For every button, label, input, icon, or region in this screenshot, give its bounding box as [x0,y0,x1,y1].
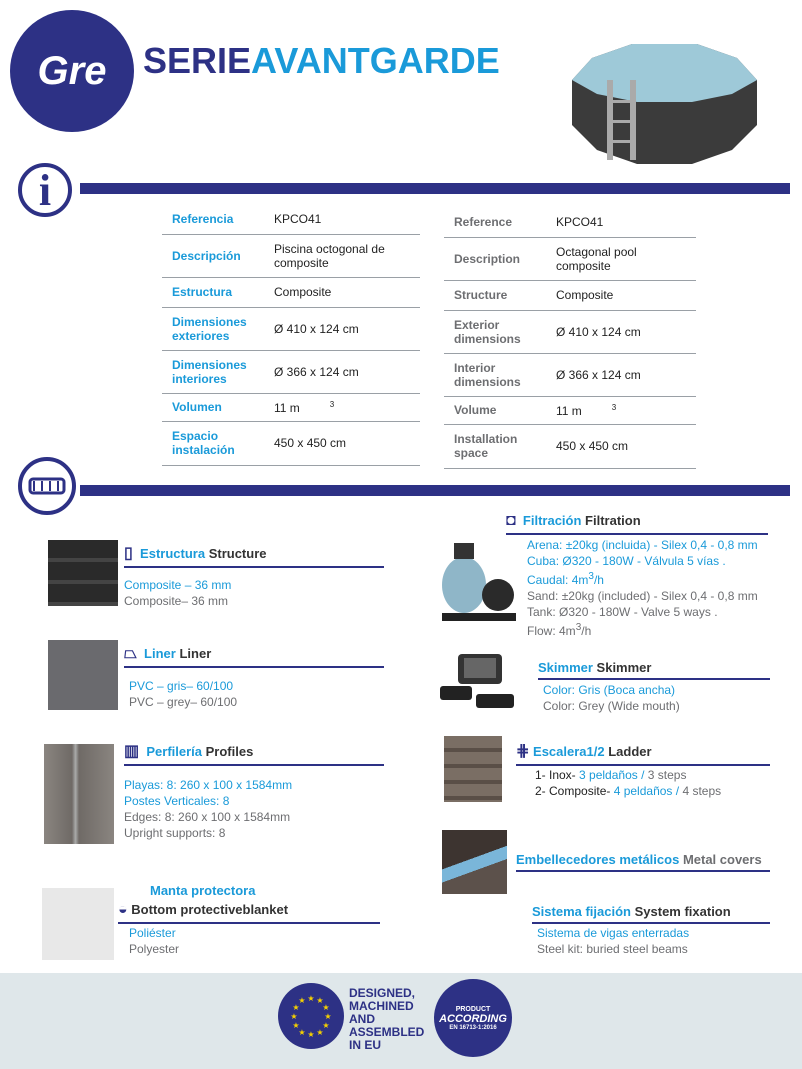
spec-value-text: Ø 410 x 124 cm [556,324,641,339]
section-divider-2 [80,485,790,496]
fixation-line2: Steel kit: buried steel beams [537,942,688,956]
structure-text [124,577,231,609]
liner-title-es: Liner [144,646,176,661]
profiles-image [44,744,114,844]
spec-label: Estructura [162,277,264,307]
profiles-header [124,741,384,766]
spec-value-text: 11 m [556,403,582,418]
filtration-line1: Arena: ±20kg (incluida) - Silex 0,4 - 0,8 mm [527,538,758,552]
liner-line2: PVC – grey– 60/100 [129,695,238,709]
logo-text: Gre [37,48,107,93]
fixation-header [532,904,770,924]
ladder-image [444,736,502,802]
spec-value-text: Octagonal pool composite [556,244,637,273]
spec-label: Descripción [162,234,264,277]
title-part2: AVANTGARDE [251,40,500,81]
filter-image [436,535,522,625]
badge-mid: ACCORDING [439,1012,507,1025]
liner-image [48,640,118,710]
svg-text:★: ★ [307,994,315,1003]
structure-image [48,540,118,606]
skimmer-header [538,660,770,680]
spec-value [264,393,420,421]
spec-label: Interior dimensions [444,353,546,396]
filtration-icon: ◘ [506,512,516,529]
fixation-title-es: Sistema fijación [532,904,631,919]
ladder-line2 [535,783,721,799]
liner-header [124,645,384,668]
liner-title-en: Liner [179,646,212,661]
spec-label: Exterior dimensions [444,310,546,353]
spec-value [546,353,696,396]
pool-icon [18,457,76,515]
spec-value [264,307,420,350]
structure-icon: ▯ [124,545,133,562]
ladder-text [535,767,721,799]
filtration-line6-b: /h [581,624,592,638]
ladder-line2-b: 4 peldaños / [613,784,680,798]
pool-image [562,40,767,170]
spec-value-text: Ø 366 x 124 cm [556,367,641,382]
spec-value [546,310,696,353]
skimmer-title-en: Skimmer [596,660,652,675]
blanket-header [118,901,380,924]
eu-line5: IN EU [349,1038,382,1052]
spec-row [444,396,696,424]
filtration-line3 [527,569,758,588]
spec-value-text: Composite [274,285,332,299]
spec-value [264,350,420,393]
spec-value [546,237,696,280]
spec-label: Installation space [444,424,546,468]
skimmer-line2: Color: Grey (Wide mouth) [543,699,680,713]
blanket-line2: Polyester [129,942,180,956]
blanket-line1: Poliéster [129,926,176,940]
svg-text:★: ★ [290,1012,298,1021]
ladder-header [516,741,770,766]
spec-label: Referencia [162,205,264,234]
structure-title-es: Estructura [140,546,206,561]
spec-row [444,310,696,353]
spec-label: Volume [444,396,546,424]
spec-value [546,208,696,237]
profiles-line4: Upright supports: 8 [124,826,226,840]
svg-text:★: ★ [324,1012,332,1021]
spec-row [162,277,420,307]
covers-image [442,830,507,894]
fixation-text [537,925,689,957]
covers-title-es: Embellecedores metálicos [516,852,680,867]
spec-value-text: Ø 410 x 124 cm [274,321,359,336]
ladder-line1-c: 3 steps [647,768,687,782]
spec-row [444,424,696,468]
filtration-line3-b: /h [593,573,604,587]
spec-table-en [444,208,696,469]
skimmer-title-es: Skimmer [538,660,593,675]
filtration-line6-a: Flow: 4m [527,624,576,638]
skimmer-image [436,650,520,716]
svg-text:★: ★ [292,1003,300,1012]
spec-label: Dimensiones interiores [162,350,264,393]
structure-header [124,543,384,568]
profiles-title-en: Profiles [205,744,254,759]
spec-value-sup: 3 [611,402,617,412]
spec-row [444,280,696,310]
filtration-line3-sup: 3 [588,571,594,582]
spec-row [444,353,696,396]
gre-logo [10,10,134,132]
filtration-header [506,512,768,535]
filtration-text [527,537,758,639]
filtration-line5: Tank: Ø320 - 180W - Valve 5 ways . [527,605,718,619]
filtration-line3-a: Caudal: 4m [527,573,589,587]
filtration-line4: Sand: ±20kg (included) - Silex 0,4 - 0,8 mm [527,589,758,603]
ladder-line2-c: 4 steps [682,784,722,798]
spec-value [264,205,420,234]
spec-row [162,205,420,234]
ladder-line1 [535,767,721,783]
profiles-icon: ▥ [124,743,140,760]
spec-value-text: Composite [556,288,614,302]
blanket-image [42,888,114,960]
spec-value [264,421,420,465]
eu-line2: MACHINED [349,999,414,1013]
spec-table-es [162,205,420,466]
spec-row [162,307,420,350]
spec-value-text: KPCO41 [274,212,322,227]
covers-header [516,852,770,872]
blanket-title-es-text: Manta protectora [150,883,256,898]
spec-value-text: 450 x 450 cm [274,436,347,450]
ladder-icon: ⋕ [516,743,530,760]
title-part1: SERIE [143,40,252,81]
svg-text:★: ★ [316,996,324,1005]
fixation-title-en: System fixation [634,904,731,919]
ladder-line1-b: 3 peldaños / [579,768,645,782]
spec-label: Structure [444,280,546,310]
spec-label: Description [444,237,546,280]
profiles-line1: Playas: 8: 260 x 100 x 1584mm [124,778,293,792]
spec-label: Reference [444,208,546,237]
filtration-line6 [527,620,758,639]
spec-value-text: KPCO41 [556,215,604,230]
filtration-line2: Cuba: Ø320 - 180W - Válvula 5 vías . [527,554,726,568]
ladder-title-en: Ladder [608,744,652,759]
spec-label: Volumen [162,393,264,421]
spec-label: Dimensiones exteriores [162,307,264,350]
spec-value [264,277,420,307]
spec-value [546,280,696,310]
structure-title-en: Structure [208,546,267,561]
ladder-line1-a: 1- Inox- [535,768,576,782]
svg-text:★: ★ [307,1030,315,1039]
profiles-line2: Postes Verticales: 8 [124,794,230,808]
skimmer-text [543,682,680,714]
info-icon: i [18,163,72,217]
spec-value-text: 450 x 450 cm [556,439,629,453]
badge-top: PRODUCT [455,1005,491,1013]
ladder-title-es: Escalera1/2 [533,744,605,759]
page-title [143,40,500,82]
profiles-title-es: Perfilería [146,744,203,759]
eu-flag-icon [278,983,344,1049]
svg-text:★: ★ [322,1003,330,1012]
badge-bot: EN 16713-1:2016 [449,1024,497,1031]
spec-row [162,421,420,465]
spec-row [444,208,696,237]
eu-line1: DESIGNED, [349,986,416,1000]
according-badge [434,979,512,1057]
spec-row [444,237,696,280]
structure-line2: Composite– 36 mm [124,594,229,608]
eu-line3: AND [349,1012,375,1026]
spec-value-sup: 3 [329,399,335,409]
structure-line1: Composite – 36 mm [124,578,232,592]
liner-text [129,678,237,710]
blanket-title-es [150,883,255,898]
spec-row [162,393,420,421]
eu-made-text [349,987,424,1052]
spec-row [162,350,420,393]
skimmer-line1: Color: Gris (Boca ancha) [543,683,676,697]
svg-text:★: ★ [316,1028,324,1037]
spec-value-text: 11 m [274,400,300,415]
section-divider [80,183,790,194]
covers-title-en: Metal covers [682,852,762,867]
blanket-text [129,925,179,957]
spec-value [546,424,696,468]
blanket-icon: ◒ [118,901,128,918]
svg-text:★: ★ [292,1021,300,1030]
profiles-text [124,777,292,841]
spec-value-text: Ø 366 x 124 cm [274,364,359,379]
filtration-title-en: Filtration [585,513,641,528]
blanket-title-en: Bottom protectiveblanket [131,902,289,917]
svg-text:★: ★ [298,996,306,1005]
eu-line4: ASSEMBLED [349,1025,425,1039]
filtration-title-es: Filtración [522,513,582,528]
spec-value-text: Piscina octogonal de composite [274,241,385,270]
svg-text:★: ★ [322,1021,330,1030]
spec-value [546,396,696,424]
ladder-line2-a: 2- Composite- [535,784,611,798]
filtration-line6-sup: 3 [575,622,582,633]
spec-label: Espacio instalación [162,421,264,465]
fixation-line1: Sistema de vigas enterradas [537,926,690,940]
profiles-line3: Edges: 8: 260 x 100 x 1584mm [124,810,291,824]
liner-line1: PVC – gris– 60/100 [129,679,234,693]
spec-row [162,234,420,277]
spec-value [264,234,420,277]
liner-icon: ⏢ [124,645,137,662]
svg-text:★: ★ [298,1028,306,1037]
